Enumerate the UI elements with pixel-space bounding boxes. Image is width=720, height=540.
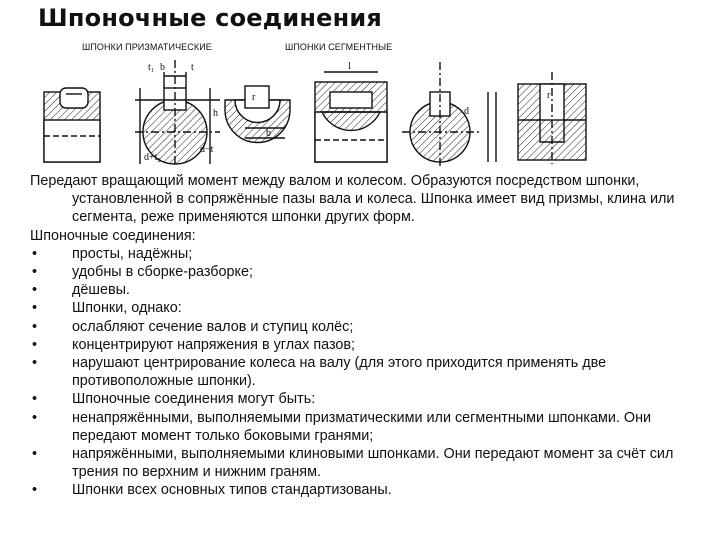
dim-label-t1: t₁ <box>148 62 155 73</box>
dim-label-d-plus-t2: d+t₂ <box>144 152 161 163</box>
list-item: • ненапряжёнными, выполняемыми призматическими или сегментными шпонками. Они передают момент только боковыми гранями; <box>30 409 710 445</box>
caption-segment-keys: ШПОНКИ СЕГМЕНТНЫЕ <box>285 42 393 52</box>
list-item: • удобны в сборке-разборке; <box>30 263 710 281</box>
prismatic-key-longitudinal-view <box>44 88 100 162</box>
bullet-list <box>30 245 710 500</box>
list-item: • нарушают центрирование колеса на валу (для этого приходится применять две противоположные шпонки). <box>30 354 710 390</box>
caption-prismatic-keys: ШПОНКИ ПРИЗМАТИЧЕСКИЕ <box>82 42 212 52</box>
key-joints-drawing <box>40 52 600 168</box>
dim-label-b-segment: b <box>266 128 271 139</box>
hub-key-detail <box>518 72 586 164</box>
list-item: • ослабляют сечение валов и ступиц колёс; <box>30 318 710 336</box>
dim-label-r: r <box>252 92 256 103</box>
list-item: • Шпонки всех основных типов стандартизованы. <box>30 481 710 499</box>
list-item: • концентрируют напряжения в углах пазов; <box>30 336 710 354</box>
segment-key-side-view <box>225 86 290 143</box>
segment-key-cross-section <box>402 62 496 166</box>
subheading: Шпоночные соединения: <box>30 227 196 244</box>
dim-label-l: l <box>348 61 351 72</box>
content-body <box>30 172 710 500</box>
dim-label-r-hub: r <box>547 90 551 101</box>
intro-paragraph: Передают вращающий момент между валом и колесом. Образуются посредством шпонки, установленной в сопряжённые пазы вала и колеса. Шпонка имеет вид призмы, клина или сегмента, реже применяются шпонки других форм. <box>30 173 675 226</box>
dim-label-t: t <box>191 62 194 73</box>
list-item: • Шпоночные соединения могут быть: <box>30 390 710 408</box>
dim-label-h: h <box>213 108 218 119</box>
segment-key-longitudinal-view <box>315 72 387 162</box>
dim-label-d-minus-t: d−t <box>200 144 214 155</box>
list-item: • дёшевы. <box>30 281 710 299</box>
dim-label-b: b <box>160 62 165 73</box>
list-item: • Шпонки, однако: <box>30 299 710 317</box>
list-item: • просты, надёжны; <box>30 245 710 263</box>
list-item: • напряжёнными, выполняемыми клиновыми шпонками. Они передают момент за счёт сил трения по верхним и нижним граням. <box>30 445 710 481</box>
page-title: Шпоночные соединения <box>38 4 383 32</box>
dim-label-d: d <box>464 106 469 117</box>
